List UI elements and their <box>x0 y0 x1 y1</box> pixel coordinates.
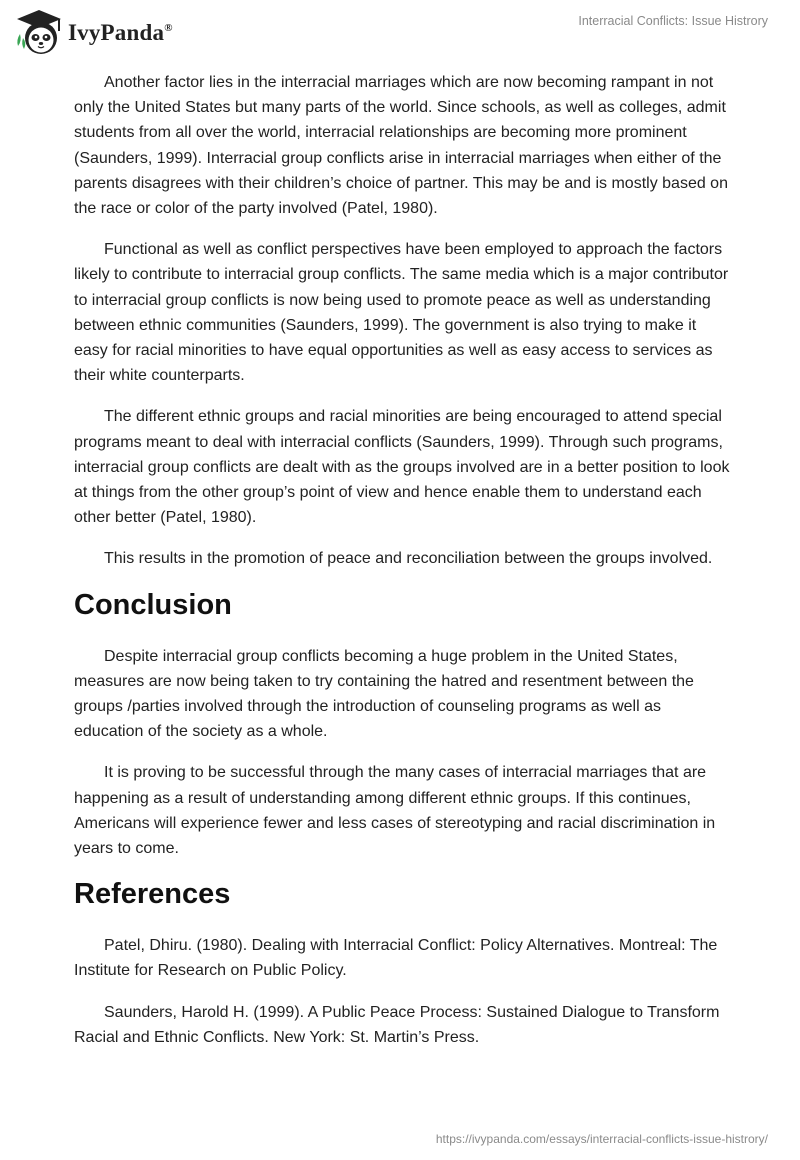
source-url-link[interactable]: https://ivypanda.com/essays/interracial-conflicts-issue-histrory/ <box>435 1132 768 1146</box>
panda-graduation-icon <box>14 8 64 58</box>
reference-item: Patel, Dhiru. (1980). Dealing with Interracial Conflict: Policy Alternatives. Montreal: The Institute for Research on Public Policy. <box>74 937 718 980</box>
conclusion-paragraph: It is proving to be successful through the many cases of interracial marriages that are happening as a result of understanding among different ethnic groups. If this continues, Americans will experience fewer and less cases of stereotyping and racial discrimination in years to come. <box>74 764 716 858</box>
body-paragraph: This results in the promotion of peace and reconciliation between the groups involved. <box>104 550 713 568</box>
essay-body <box>74 70 730 1066</box>
brand-name: IvyPanda® <box>68 20 173 45</box>
page-header <box>0 0 800 70</box>
body-paragraph: Another factor lies in the interracial marriages which are now becoming rampant in not only the United States but many parts of the world. Since schools, as well as colleges, admit students from all over the world, interracial relationships are becoming more prominent (Saunders, 1999). Interracial group conflicts arise in interracial marriages when either of the parents disagrees with their children’s choice of partner. This may be and is mostly based on the race or color of the party involved (Patel, 1980). <box>74 74 728 218</box>
conclusion-paragraph: Despite interracial group conflicts becoming a huge problem in the United States, measures are now being taken to try containing the hatred and resentment between the groups /parties involved through the introduction of counseling programs as well as education of the society as a whole. <box>74 647 694 741</box>
reference-item: Saunders, Harold H. (1999). A Public Peace Process: Sustained Dialogue to Transform Racial and Ethnic Conflicts. New York: St. Martin’s Press. <box>74 1003 720 1046</box>
ivypanda-logo[interactable] <box>14 8 173 58</box>
body-paragraph: Functional as well as conflict perspectives have been employed to approach the factors likely to contribute to interracial group conflicts. The same media which is a major contributor to interracial group conflicts is now being used to promote peace as well as understanding between ethnic communities (Saunders, 1999). The government is also trying to make it easy for racial minorities to have equal opportunities as well as easy access to services as their white counterparts. <box>74 241 729 385</box>
body-paragraph: The different ethnic groups and racial minorities are being encouraged to attend special programs meant to deal with interracial conflicts (Saunders, 1999). Through such programs, interracial group conflicts are dealt with as the groups involved are in a better position to look at things from the other group’s point of view and hence enable them to understand each other better (Patel, 1980). <box>74 408 730 527</box>
document-title: Interracial Conflicts: Issue Histrory <box>578 14 768 28</box>
conclusion-heading: Conclusion <box>74 588 232 621</box>
references-heading: References <box>74 878 231 911</box>
